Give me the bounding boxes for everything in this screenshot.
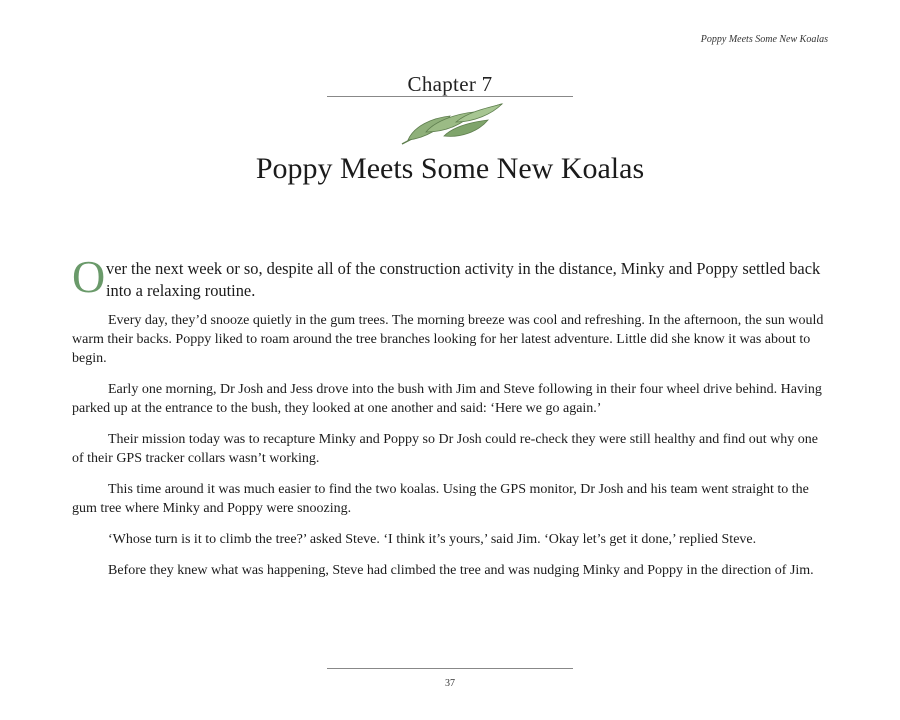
- drop-cap: O: [72, 251, 106, 302]
- running-header: Poppy Meets Some New Koalas: [700, 34, 828, 45]
- lead-paragraph-text: ver the next week or so, despite all of the construction activity in the distance, Minky and Poppy settled back into a relaxing routine.: [106, 259, 821, 300]
- eucalyptus-leaves-icon: [398, 100, 508, 148]
- paragraph: Early one morning, Dr Josh and Jess drove into the bush with Jim and Steve following in their four wheel drive behind. Having parked up at the entrance to the bush, they looked at one another and said: ‘Here we go again.’: [72, 382, 822, 416]
- body-text: [72, 251, 830, 592]
- chapter-label: Chapter 7: [407, 72, 493, 96]
- paragraph: ‘Whose turn is it to climb the tree?’ asked Steve. ‘I think it’s yours,’ said Jim. ‘Okay let’s get it done,’ replied Steve.: [108, 532, 757, 547]
- chapter-title: Poppy Meets Some New Koalas: [255, 152, 645, 185]
- paragraph: Before they knew what was happening, Steve had climbed the tree and was nudging Minky and Poppy in the direction of Jim.: [108, 563, 814, 578]
- lead-paragraph: [72, 251, 830, 302]
- paragraph: Their mission today was to recapture Minky and Poppy so Dr Josh could re-check they were still healthy and find out why one of their GPS tracker collars wasn’t working.: [72, 432, 818, 466]
- paragraph: This time around it was much easier to find the two koalas. Using the GPS monitor, Dr Josh and his team went straight to the gum tree where Minky and Poppy were snoozing.: [72, 482, 809, 516]
- footer-divider: [327, 668, 573, 669]
- paragraph: Every day, they’d snooze quietly in the gum trees. The morning breeze was cool and refreshing. In the afternoon, the sun would warm their backs. Poppy liked to roam around the tree branches looking for her latest adventure. Little did she know it was about to begin.: [72, 313, 824, 366]
- page-number: 37: [445, 678, 455, 689]
- chapter-divider-top: [327, 96, 573, 97]
